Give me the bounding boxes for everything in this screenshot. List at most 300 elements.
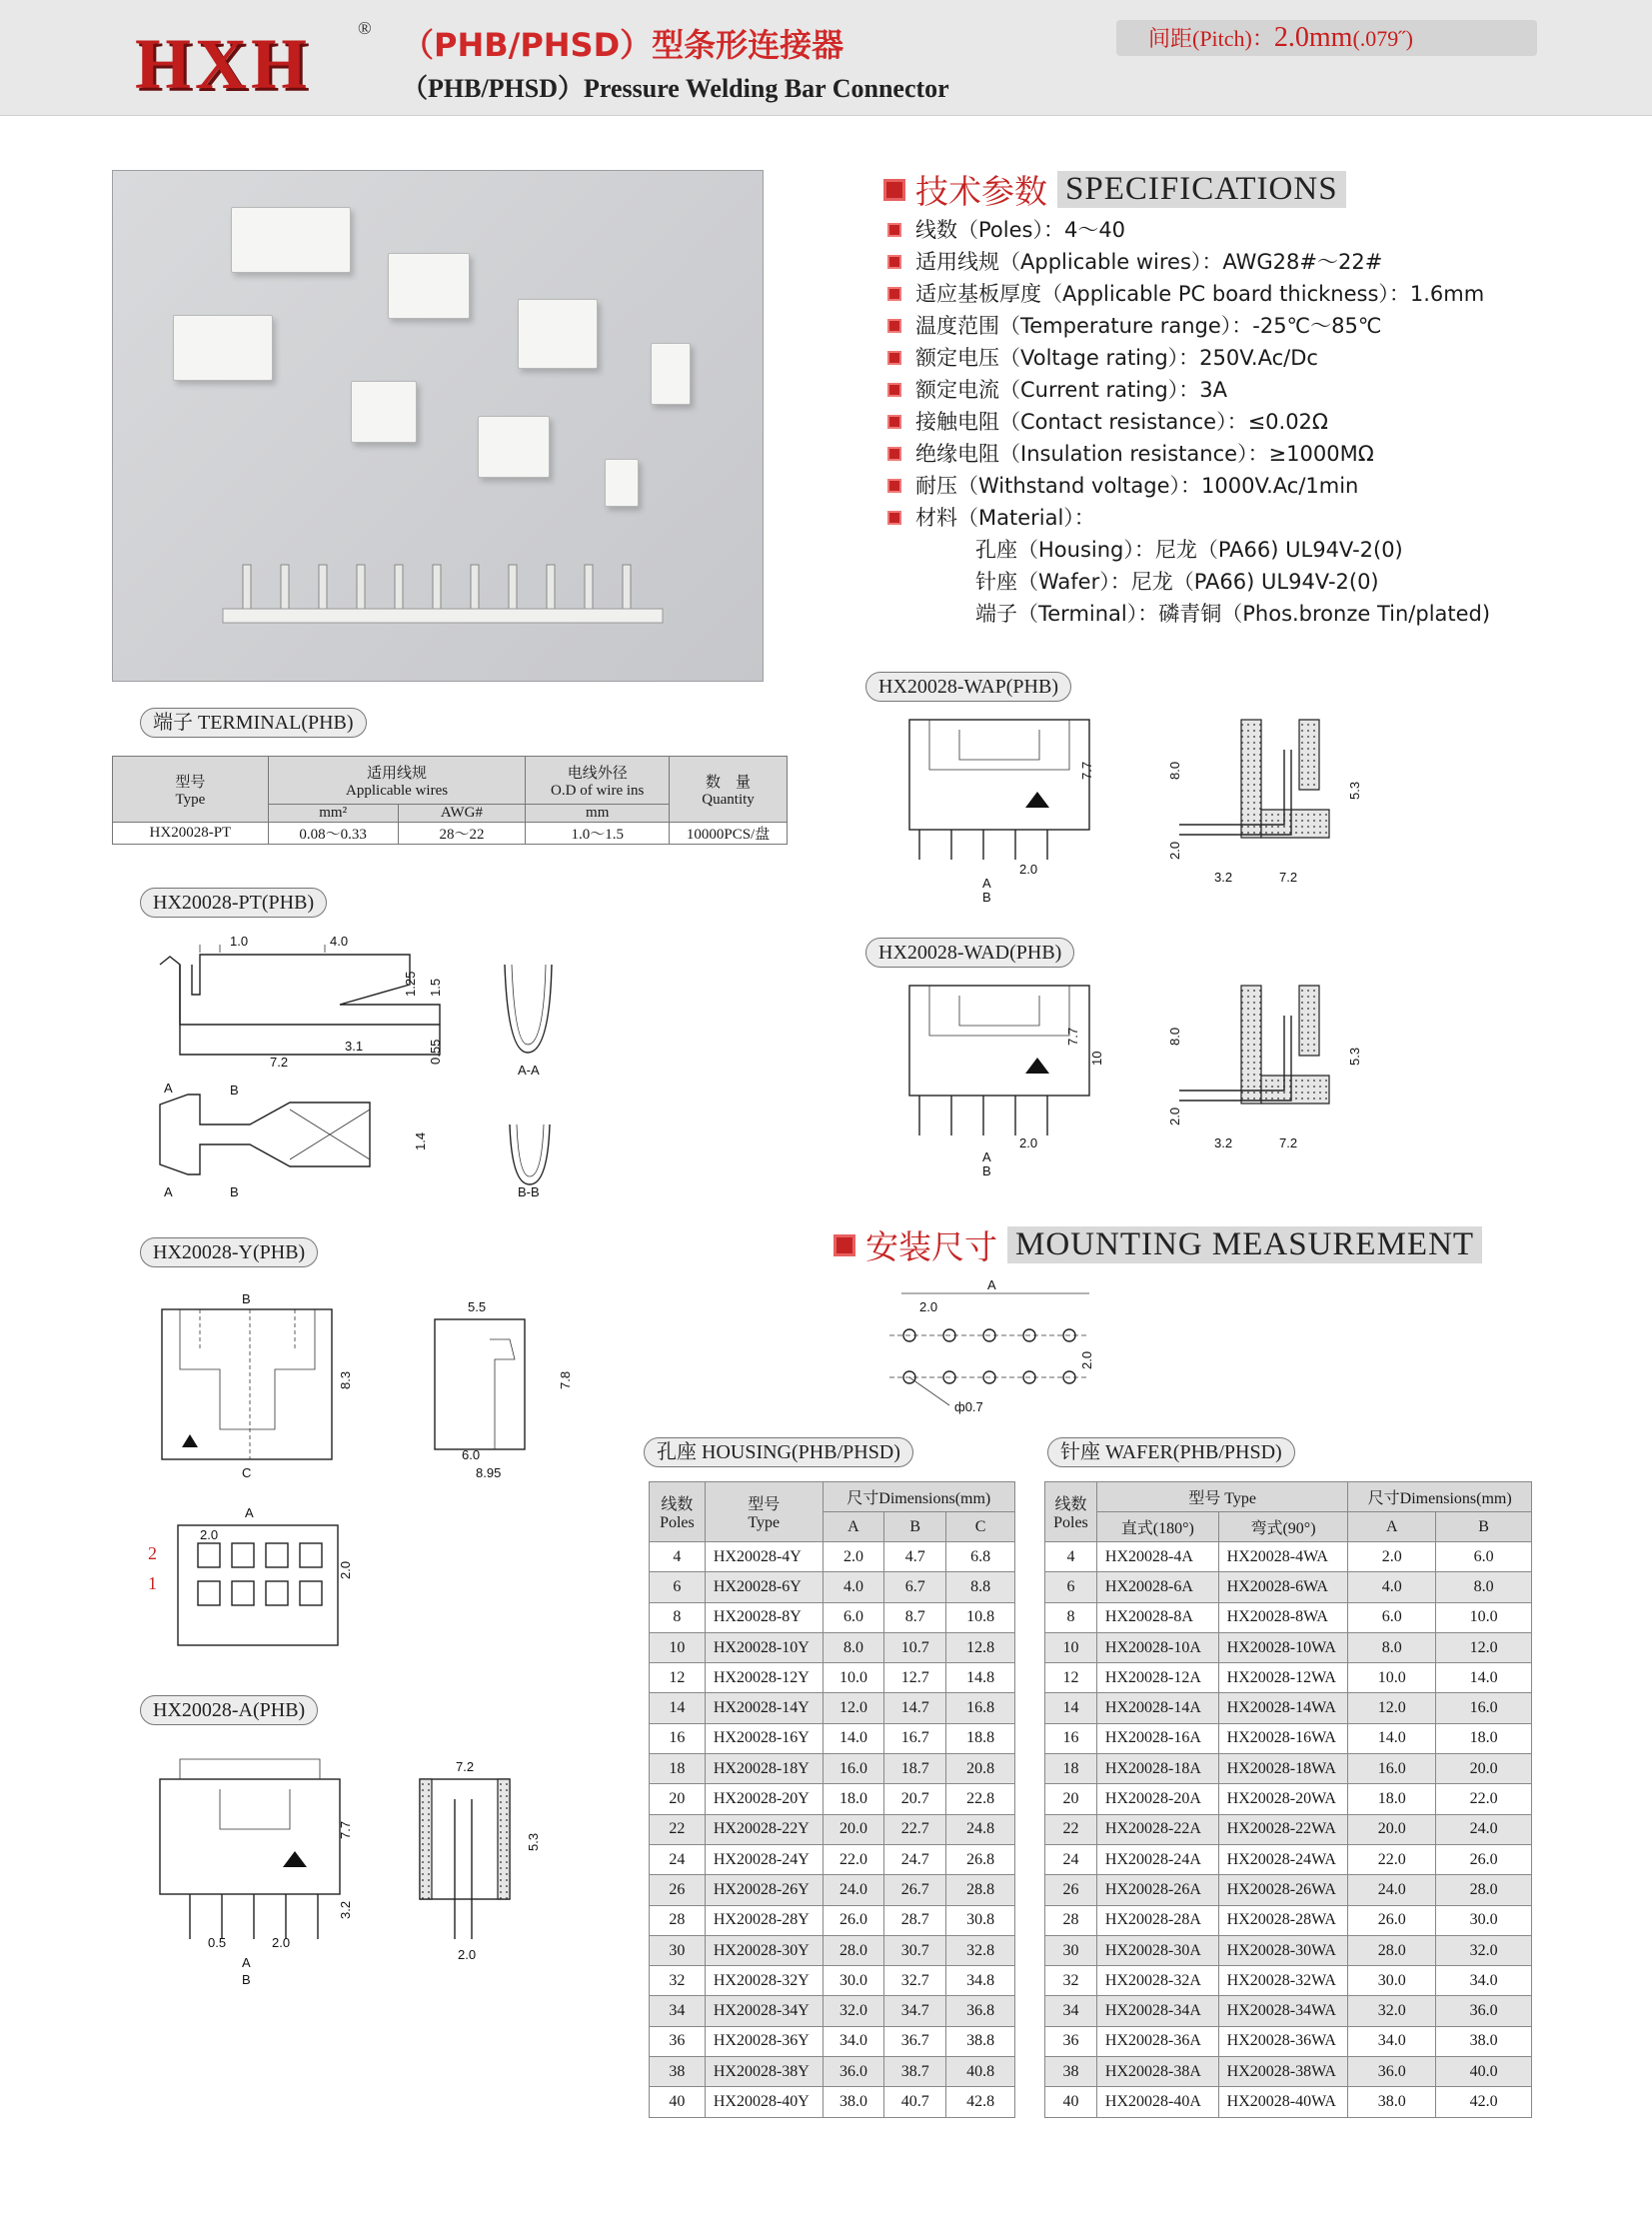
table-cell: 30.0 xyxy=(823,1966,884,1996)
table-row xyxy=(1045,1693,1532,1723)
wafer-label: 针座 WAFER(PHB/PHSD) xyxy=(1047,1437,1295,1467)
terminal-pin xyxy=(547,565,555,611)
table-cell: 4.0 xyxy=(823,1572,884,1602)
terminal-pin xyxy=(623,565,631,611)
table-row xyxy=(650,1996,1015,2026)
material-item: 端子（Terminal）：磷青铜（Phos.bronze Tin/plated) xyxy=(975,602,1491,626)
table-cell: 24.0 xyxy=(1436,1814,1532,1844)
table-cell: HX20028-34Y xyxy=(705,1996,823,2026)
table-cell: 34.0 xyxy=(823,2026,884,2056)
cavity-cell xyxy=(300,1543,322,1567)
table-cell: 24.7 xyxy=(884,1844,946,1874)
table-row xyxy=(1045,2026,1532,2056)
table-cell: 28.0 xyxy=(1436,1875,1532,1905)
table-cell: 14.8 xyxy=(946,1663,1015,1693)
svg-text:7.7: 7.7 xyxy=(338,1820,353,1839)
table-cell: 18.0 xyxy=(823,1784,884,1814)
table-cell: 30.0 xyxy=(1348,1966,1436,1996)
table-cell: 18.8 xyxy=(946,1723,1015,1753)
svg-text:5.3: 5.3 xyxy=(526,1832,541,1851)
a-label: HX20028-A(PHB) xyxy=(140,1695,318,1725)
bullet-icon xyxy=(887,479,901,493)
svg-text:1.5: 1.5 xyxy=(428,978,443,997)
table-row xyxy=(650,1632,1015,1662)
svg-text:A: A xyxy=(982,1149,991,1164)
table-cell: HX20028-20A xyxy=(1096,1784,1218,1814)
table-cell: 6.8 xyxy=(946,1542,1015,1572)
table-cell: 24 xyxy=(1045,1844,1097,1874)
svg-text:C: C xyxy=(242,1465,252,1480)
table-row xyxy=(650,1602,1015,1632)
table-cell: 20.0 xyxy=(1436,1754,1532,1784)
table-cell: 34 xyxy=(1045,1996,1097,2026)
table-cell: 38.0 xyxy=(823,2087,884,2117)
table-cell: 10 xyxy=(650,1632,706,1662)
table-cell: 26.0 xyxy=(1436,1844,1532,1874)
table-cell: 30.0 xyxy=(1436,1905,1532,1935)
table-cell: 12.7 xyxy=(884,1663,946,1693)
specs-title-en: SPECIFICATIONS xyxy=(1057,171,1346,208)
cavity-cell xyxy=(266,1581,288,1605)
table-cell: 30 xyxy=(1045,1935,1097,1965)
svg-text:A: A xyxy=(164,1184,173,1199)
terminal-label: 端子 TERMINAL(PHB) xyxy=(140,708,367,738)
cavity-cell xyxy=(198,1581,220,1605)
bullet-icon xyxy=(887,319,901,333)
table-cell: 6.0 xyxy=(823,1602,884,1632)
table-cell: 18.0 xyxy=(1436,1723,1532,1753)
table-row xyxy=(650,2057,1015,2087)
table-cell: 14.0 xyxy=(823,1723,884,1753)
table-cell: 20 xyxy=(1045,1784,1097,1814)
pitch-inch: (.079˝) xyxy=(1352,26,1413,51)
table-cell: HX20028-22Y xyxy=(705,1814,823,1844)
table-row xyxy=(650,2026,1015,2056)
table-cell: HX20028-36A xyxy=(1096,2026,1218,2056)
table-cell: 26 xyxy=(650,1875,706,1905)
table-cell: 10.0 xyxy=(1436,1602,1532,1632)
table-row xyxy=(1045,1814,1532,1844)
table-row xyxy=(1045,1784,1532,1814)
table-cell: HX20028-18WA xyxy=(1218,1754,1348,1784)
table-row xyxy=(1045,1602,1532,1632)
bullet-icon xyxy=(887,255,901,269)
table-cell: 26.7 xyxy=(884,1875,946,1905)
wafer-part-photo xyxy=(351,381,417,443)
table-cell: HX20028-14Y xyxy=(705,1693,823,1723)
table-cell: 4 xyxy=(1045,1542,1097,1572)
spec-item: 绝缘电阻（Insulation resistance）：≥1000MΩ xyxy=(887,438,1587,470)
table-row xyxy=(1045,1996,1532,2026)
table-cell: 8 xyxy=(1045,1602,1097,1632)
table-cell: HX20028-26Y xyxy=(705,1875,823,1905)
table-cell: 22.0 xyxy=(1348,1844,1436,1874)
table-cell: 12.0 xyxy=(1348,1693,1436,1723)
table-cell: 8.0 xyxy=(823,1632,884,1662)
specs-list xyxy=(887,214,1587,630)
table-row xyxy=(650,1723,1015,1753)
svg-text:8.0: 8.0 xyxy=(1167,1027,1182,1046)
svg-text:B-B: B-B xyxy=(518,1184,540,1199)
bullet-icon xyxy=(887,511,901,525)
svg-text:3.2: 3.2 xyxy=(1214,870,1233,885)
mounting-drawing xyxy=(879,1277,1119,1427)
row-mark-2: 2 xyxy=(148,1543,157,1563)
table-row xyxy=(650,1542,1015,1572)
spec-item: 额定电流（Current rating）：3A xyxy=(887,374,1587,406)
page-header xyxy=(0,0,1652,116)
table-cell: HX20028-22A xyxy=(1096,1814,1218,1844)
table-cell: 38.0 xyxy=(1436,2026,1532,2056)
table-cell: 20.0 xyxy=(1348,1814,1436,1844)
svg-text:2.0: 2.0 xyxy=(200,1527,219,1542)
svg-text:2.0: 2.0 xyxy=(919,1299,938,1314)
wafer-part-photo xyxy=(605,459,639,507)
table-cell: 26.8 xyxy=(946,1844,1015,1874)
table-cell: 36.0 xyxy=(823,2057,884,2087)
table-cell: 18 xyxy=(650,1754,706,1784)
table-cell: 40.7 xyxy=(884,2087,946,2117)
table-cell: 42.8 xyxy=(946,2087,1015,2117)
svg-text:B: B xyxy=(982,890,991,905)
table-cell: 40 xyxy=(650,2087,706,2117)
table-cell: 34.7 xyxy=(884,1996,946,2026)
table-cell: HX20028-30WA xyxy=(1218,1935,1348,1965)
table-cell: HX20028-38A xyxy=(1096,2057,1218,2087)
table-cell: 16 xyxy=(1045,1723,1097,1753)
table-cell: 34 xyxy=(650,1996,706,2026)
spec-item: 材料（Material）： xyxy=(887,502,1587,534)
table-cell: 6.0 xyxy=(1348,1602,1436,1632)
housing-y-drawing xyxy=(150,1289,610,1669)
wafer-a-drawing xyxy=(150,1739,570,1999)
table-cell: 40.0 xyxy=(1436,2057,1532,2087)
table-cell: 28.0 xyxy=(1348,1935,1436,1965)
product-photo xyxy=(112,170,764,682)
table-cell: HX20028-36Y xyxy=(705,2026,823,2056)
table-cell: 10 xyxy=(1045,1632,1097,1662)
table-cell: 10.7 xyxy=(884,1632,946,1662)
svg-text:A: A xyxy=(982,876,991,891)
table-cell: 22 xyxy=(1045,1814,1097,1844)
table-cell: 22.7 xyxy=(884,1814,946,1844)
specs-title-cn: 技术参数 xyxy=(915,172,1047,211)
table-row xyxy=(650,1663,1015,1693)
table-row xyxy=(1045,1632,1532,1662)
table-cell: 36.8 xyxy=(946,1996,1015,2026)
svg-text:3.2: 3.2 xyxy=(1214,1135,1233,1150)
table-cell: HX20028-36WA xyxy=(1218,2026,1348,2056)
table-cell: 16 xyxy=(650,1723,706,1753)
table-row xyxy=(1045,1935,1532,1965)
table-cell: 8.0 xyxy=(1348,1632,1436,1662)
table-cell: HX20028-12Y xyxy=(705,1663,823,1693)
table-cell: 32.7 xyxy=(884,1966,946,1996)
table-cell: 40.8 xyxy=(946,2057,1015,2087)
table-cell: HX20028-10WA xyxy=(1218,1632,1348,1662)
terminal-pin xyxy=(509,565,517,611)
housing-part-photo xyxy=(651,343,691,405)
table-row xyxy=(1045,1875,1532,1905)
svg-text:0.5: 0.5 xyxy=(208,1935,227,1950)
table-cell: 18 xyxy=(1045,1754,1097,1784)
terminal-pin xyxy=(585,565,593,611)
svg-text:2.0: 2.0 xyxy=(272,1935,291,1950)
terminal-pin xyxy=(433,565,441,611)
table-cell: 6 xyxy=(1045,1572,1097,1602)
table-cell: 24 xyxy=(650,1844,706,1874)
table-cell: 36.7 xyxy=(884,2026,946,2056)
svg-text:7.7: 7.7 xyxy=(1079,761,1094,780)
table-cell: HX20028-20Y xyxy=(705,1784,823,1814)
bullet-icon xyxy=(887,351,901,365)
table-cell: 28 xyxy=(650,1905,706,1935)
svg-text:7.2: 7.2 xyxy=(456,1759,475,1774)
svg-text:3.2: 3.2 xyxy=(338,1900,353,1919)
table-cell: HX20028-40Y xyxy=(705,2087,823,2117)
table-cell: 16.7 xyxy=(884,1723,946,1753)
table-cell: 28.7 xyxy=(884,1905,946,1935)
svg-text:1.0: 1.0 xyxy=(230,935,249,949)
cavity-cell xyxy=(300,1581,322,1605)
table-cell: 4 xyxy=(650,1542,706,1572)
table-row xyxy=(650,1844,1015,1874)
svg-text:B: B xyxy=(230,1083,239,1098)
specs-heading xyxy=(883,166,1346,213)
table-row xyxy=(1045,1966,1532,1996)
housing-label: 孔座 HOUSING(PHB/PHSD) xyxy=(644,1437,913,1467)
table-row xyxy=(1045,1844,1532,1874)
housing-table: 线数 Poles 型号 Type 尺寸Dimensions(mm) A B C 4 HX20028-4Y 2.0 4.7 6.8 6 HX20028-6Y 4.0 6.7 8.8 8 HX20028-8Y 6.0 8.7 10.8 10 HX20028-10Y 8.0 10.7 12.8 12 HX20028-12Y 10.0 12.7 14.8 14 HX20028-14Y 12.0 14.7 16.8 16 HX20028-16Y 14.0 16.7 18.8 18 HX20028-18Y 16.0 18.7 20.8 20 HX20028-20Y 18.0 20.7 22.8 22 HX20028-22Y 20.0 22.7 24.8 24 HX20028-24Y 22.0 24.7 26.8 26 HX20028-26Y 24.0 26.7 28.8 28 HX20028-28Y 26.0 28.7 30.8 30 HX20028-30Y 28.0 30.7 32.8 32 HX20028-32Y 30.0 32.7 34.8 34 HX20028-34Y 32.0 34.7 36.8 36 HX20028-36Y 34.0 36.7 38.8 38 HX20028-38Y 36.0 38.7 40.8 40 HX20028-40Y 38.0 40.7 42.8 xyxy=(649,1481,1015,2118)
spec-item: 适应基板厚度（Applicable PC board thickness）：1.6mm xyxy=(887,278,1587,310)
table-cell: 6.0 xyxy=(1436,1542,1532,1572)
svg-text:B: B xyxy=(230,1184,239,1199)
table-row xyxy=(650,1966,1015,1996)
table-cell: HX20028-4WA xyxy=(1218,1542,1348,1572)
svg-text:2.0: 2.0 xyxy=(1167,841,1182,860)
table-cell: HX20028-6A xyxy=(1096,1572,1218,1602)
pt-label: HX20028-PT(PHB) xyxy=(140,888,327,918)
svg-text:0.55: 0.55 xyxy=(428,1039,443,1065)
table-row xyxy=(650,1754,1015,1784)
cavity-cell xyxy=(198,1543,220,1567)
table-row xyxy=(650,1572,1015,1602)
table-cell: 12.8 xyxy=(946,1632,1015,1662)
svg-text:2.0: 2.0 xyxy=(1019,1135,1038,1150)
table-cell: 38.7 xyxy=(884,2057,946,2087)
table-cell: HX20028-30A xyxy=(1096,1935,1218,1965)
svg-text:6.0: 6.0 xyxy=(462,1447,481,1462)
svg-text:8.3: 8.3 xyxy=(338,1370,353,1389)
wafer-wap-drawing xyxy=(879,710,1399,920)
svg-text:3.1: 3.1 xyxy=(345,1039,364,1054)
table-cell: 28 xyxy=(1045,1905,1097,1935)
red-square-icon xyxy=(833,1234,855,1256)
table-cell: 10.0 xyxy=(823,1663,884,1693)
table-cell: 38 xyxy=(650,2057,706,2087)
table-cell: 8.0 xyxy=(1436,1572,1532,1602)
table-cell: 18.7 xyxy=(884,1754,946,1784)
table-row xyxy=(1045,1542,1532,1572)
registered-mark: ® xyxy=(358,18,372,38)
wap-label: HX20028-WAP(PHB) xyxy=(865,672,1071,702)
table-cell: 38.0 xyxy=(1348,2087,1436,2117)
table-cell: 26.0 xyxy=(823,1905,884,1935)
cavity-cell xyxy=(232,1543,254,1567)
table-cell: HX20028-32A xyxy=(1096,1966,1218,1996)
table-cell: 30 xyxy=(650,1935,706,1965)
bullet-icon xyxy=(887,415,901,429)
svg-text:2.0: 2.0 xyxy=(338,1560,353,1579)
table-cell: 4.7 xyxy=(884,1542,946,1572)
table-cell: HX20028-16Y xyxy=(705,1723,823,1753)
table-cell: 14 xyxy=(1045,1693,1097,1723)
table-cell: HX20028-14WA xyxy=(1218,1693,1348,1723)
table-cell: 34.0 xyxy=(1436,1966,1532,1996)
table-cell: 22.8 xyxy=(946,1784,1015,1814)
table-cell: 28.8 xyxy=(946,1875,1015,1905)
table-cell: HX20028-4Y xyxy=(705,1542,823,1572)
table-cell: 10.8 xyxy=(946,1602,1015,1632)
table-cell: 12.0 xyxy=(1436,1632,1532,1662)
table-cell: 6.7 xyxy=(884,1572,946,1602)
bullet-icon xyxy=(887,383,901,397)
table-row xyxy=(1045,1754,1532,1784)
table-cell: HX20028-18Y xyxy=(705,1754,823,1784)
svg-text:A: A xyxy=(987,1277,996,1292)
table-cell: 8.7 xyxy=(884,1602,946,1632)
table-cell: 34.0 xyxy=(1348,2026,1436,2056)
table-cell: 34.8 xyxy=(946,1966,1015,1996)
table-cell: 16.8 xyxy=(946,1693,1015,1723)
svg-text:5.5: 5.5 xyxy=(468,1299,487,1314)
svg-text:2.0: 2.0 xyxy=(1019,862,1038,877)
red-square-icon xyxy=(883,179,905,201)
table-cell: HX20028-10Y xyxy=(705,1632,823,1662)
table-cell: HX20028-16A xyxy=(1096,1723,1218,1753)
table-cell: HX20028-6Y xyxy=(705,1572,823,1602)
table-cell: 14.7 xyxy=(884,1693,946,1723)
table-cell: 20.7 xyxy=(884,1784,946,1814)
table-cell: 8.8 xyxy=(946,1572,1015,1602)
table-cell: 20.8 xyxy=(946,1754,1015,1784)
table-cell: 10.0 xyxy=(1348,1663,1436,1693)
table-cell: HX20028-32WA xyxy=(1218,1966,1348,1996)
table-cell: HX20028-6WA xyxy=(1218,1572,1348,1602)
table-cell: HX20028-16WA xyxy=(1218,1723,1348,1753)
cavity-cell xyxy=(266,1543,288,1567)
mounting-title-cn: 安装尺寸 xyxy=(865,1227,997,1266)
brand-logo: HXH xyxy=(135,24,312,104)
spec-item: 线数（Poles）：4～40 xyxy=(887,214,1587,246)
table-cell: 12 xyxy=(650,1663,706,1693)
svg-text:B: B xyxy=(982,1163,991,1178)
bullet-icon xyxy=(887,287,901,301)
svg-text:7.2: 7.2 xyxy=(1279,870,1298,885)
table-cell: 38.8 xyxy=(946,2026,1015,2056)
table-cell: 32.8 xyxy=(946,1935,1015,1965)
table-cell: 36.0 xyxy=(1348,2057,1436,2087)
row-mark-1: 1 xyxy=(148,1573,157,1593)
table-cell: 20.0 xyxy=(823,1814,884,1844)
table-cell: HX20028-10A xyxy=(1096,1632,1218,1662)
table-cell: 16.0 xyxy=(1436,1693,1532,1723)
table-cell: 36 xyxy=(1045,2026,1097,2056)
table-cell: 2.0 xyxy=(1348,1542,1436,1572)
svg-text:2.0: 2.0 xyxy=(1167,1107,1182,1125)
table-cell: 28.0 xyxy=(823,1935,884,1965)
svg-text:5.3: 5.3 xyxy=(1347,781,1362,800)
table-row xyxy=(650,1693,1015,1723)
terminal-pin xyxy=(281,565,289,611)
table-cell: 16.0 xyxy=(1348,1754,1436,1784)
table-cell: HX20028-26A xyxy=(1096,1875,1218,1905)
table-cell: HX20028-40A xyxy=(1096,2087,1218,2117)
svg-text:4.0: 4.0 xyxy=(330,935,349,949)
table-cell: 36 xyxy=(650,2026,706,2056)
table-cell: 24.0 xyxy=(823,1875,884,1905)
table-row xyxy=(650,2087,1015,2117)
housing-part-photo xyxy=(388,253,470,319)
table-cell: 26 xyxy=(1045,1875,1097,1905)
table-cell: HX20028-4A xyxy=(1096,1542,1218,1572)
svg-text:1.4: 1.4 xyxy=(413,1131,428,1150)
table-cell: HX20028-24WA xyxy=(1218,1844,1348,1874)
table-cell: 22.0 xyxy=(1436,1784,1532,1814)
housing-part-photo xyxy=(231,207,351,273)
table-cell: HX20028-28A xyxy=(1096,1905,1218,1935)
svg-text:2.0: 2.0 xyxy=(458,1947,477,1962)
table-cell: 42.0 xyxy=(1436,2087,1532,2117)
table-row xyxy=(1045,1905,1532,1935)
table-cell: HX20028-30Y xyxy=(705,1935,823,1965)
table-cell: HX20028-32Y xyxy=(705,1966,823,1996)
table-cell: 14.0 xyxy=(1348,1723,1436,1753)
table-cell: 36.0 xyxy=(1436,1996,1532,2026)
table-cell: 30.7 xyxy=(884,1935,946,1965)
table-cell: 26.0 xyxy=(1348,1905,1436,1935)
table-cell: HX20028-24Y xyxy=(705,1844,823,1874)
svg-text:7.8: 7.8 xyxy=(558,1370,573,1389)
material-item: 孔座（Housing）：尼龙（PA66) UL94V-2(0) xyxy=(975,538,1403,562)
table-row: HX20028-PT 0.08～0.33 28～22 1.0～1.5 10000PCS/盘 xyxy=(113,823,788,845)
housing-part-photo xyxy=(518,299,598,369)
table-cell: HX20028-34WA xyxy=(1218,1996,1348,2026)
table-cell: HX20028-24A xyxy=(1096,1844,1218,1874)
table-cell: HX20028-8Y xyxy=(705,1602,823,1632)
cavity-cell xyxy=(232,1581,254,1605)
table-cell: 20 xyxy=(650,1784,706,1814)
svg-text:7.2: 7.2 xyxy=(1279,1135,1298,1150)
pitch-value: 2.0mm xyxy=(1273,22,1353,53)
terminal-pin xyxy=(357,565,365,611)
table-cell: HX20028-34A xyxy=(1096,1996,1218,2026)
table-cell: 12.0 xyxy=(823,1693,884,1723)
table-cell: HX20028-14A xyxy=(1096,1693,1218,1723)
table-cell: HX20028-26WA xyxy=(1218,1875,1348,1905)
table-cell: 32.0 xyxy=(1348,1996,1436,2026)
table-cell: 38 xyxy=(1045,2057,1097,2087)
page-title-cn: （PHB/PHSD）型条形连接器 xyxy=(402,26,844,64)
table-cell: 16.0 xyxy=(823,1754,884,1784)
bullet-icon xyxy=(887,223,901,237)
table-cell: 18.0 xyxy=(1348,1784,1436,1814)
pitch-badge xyxy=(1116,20,1537,56)
svg-text:A-A: A-A xyxy=(518,1063,540,1078)
table-cell: 32.0 xyxy=(823,1996,884,2026)
table-cell: HX20028-22WA xyxy=(1218,1814,1348,1844)
table-cell: HX20028-8WA xyxy=(1218,1602,1348,1632)
